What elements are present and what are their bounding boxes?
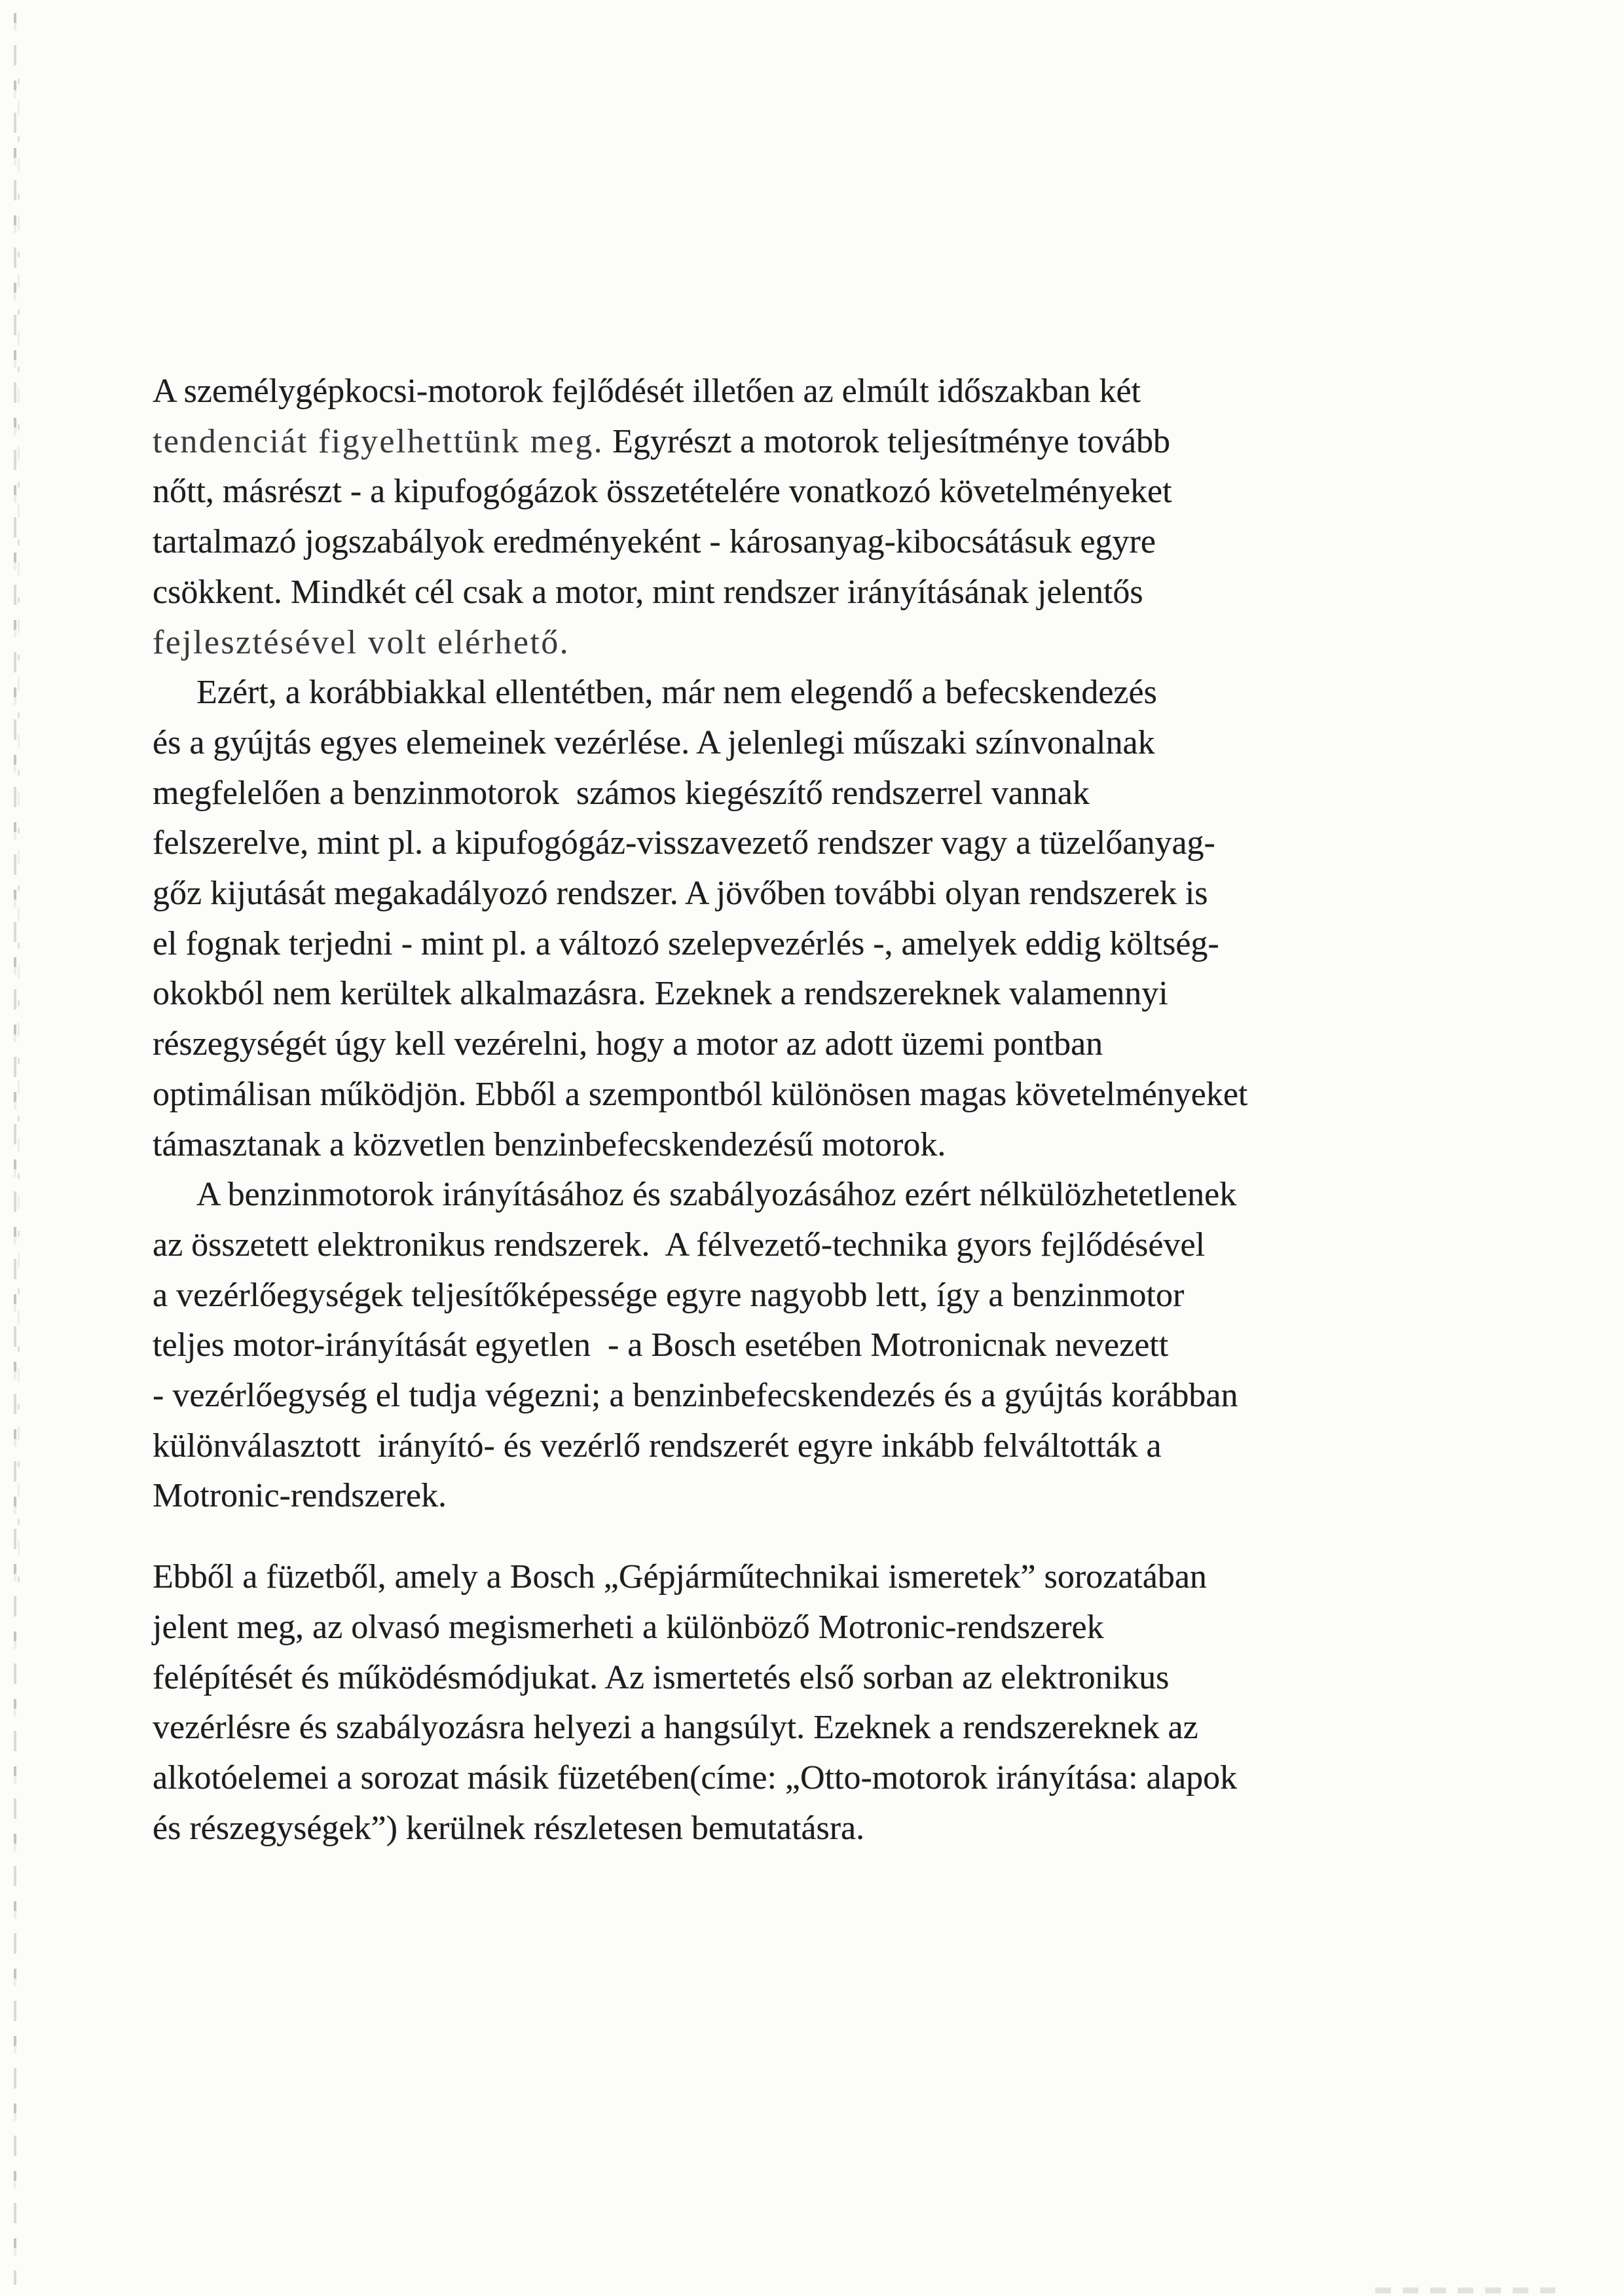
text-line (153, 1603, 1436, 1653)
text-segment: Ebből a füzetből, amely a Bosch „Gépjárműtechnikai ismeretek” sorozatában (153, 1558, 1207, 1596)
paragraph (153, 367, 1436, 668)
text-block (153, 367, 1436, 1853)
text-segment: és részegységek”) kerülnek részletesen bemutatásra. (153, 1809, 865, 1847)
text-segment: el fognak terjedni - mint pl. a változó szelepvezérlés -, amelyek eddig költség- (153, 924, 1219, 962)
text-line (153, 818, 1436, 869)
text-segment: a vezérlőegységek teljesítőképessége egyre nagyobb lett, így a benzinmotor (153, 1276, 1185, 1314)
text-line (153, 1070, 1436, 1120)
text-line (153, 1120, 1436, 1171)
text-segment: részegységét úgy kell vezérelni, hogy a motor az adott üzemi pontban (153, 1025, 1103, 1063)
text-segment: támasztanak a közvetlen benzinbefecskendezésű motorok. (153, 1125, 946, 1163)
text-segment: jelent meg, az olvasó megismerheti a különböző Motronic-rendszerek (153, 1608, 1104, 1646)
scan-artifact-bottom-right (1375, 2287, 1555, 2293)
text-segment: az összetett elektronikus rendszerek. A félvezető-technika gyors fejlődésével (153, 1226, 1206, 1264)
text-segment: vezérlésre és szabályozásra helyezi a hangsúlyt. Ezeknek a rendszereknek az (153, 1709, 1198, 1747)
text-line (153, 869, 1436, 919)
text-segment: megfelelően a benzinmotorok számos kiegészítő rendszerrel vannak (153, 774, 1090, 812)
text-segment: gőz kijutását megakadályozó rendszer. A jövőben további olyan rendszerek is (153, 875, 1208, 913)
text-segment: teljes motor-irányítását egyetlen - a Bosch esetében Motronicnak nevezett (153, 1326, 1169, 1364)
text-line (153, 517, 1436, 568)
text-line (153, 1552, 1436, 1603)
text-line (153, 1753, 1436, 1804)
text-segment: nőtt, másrészt - a kipufogógázok összetételére vonatkozó követelményeket (153, 473, 1172, 511)
text-segment: Egyrészt a motorok teljesítménye tovább (604, 422, 1171, 460)
text-line (153, 1703, 1436, 1753)
text-segment: alkotóelemei a sorozat másik füzetében(címe: „Otto-motorok irányítása: alapok (153, 1758, 1238, 1796)
text-segment: A személygépkocsi-motorok fejlődését illetően az elmúlt időszakban két (153, 373, 1141, 410)
text-line (153, 969, 1436, 1019)
text-line (153, 1019, 1436, 1070)
text-segment: Ezért, a korábbiakkal ellentétben, már nem elegendő a befecskendezés (196, 674, 1157, 712)
text-line (153, 668, 1436, 718)
text-line (153, 568, 1436, 618)
text-segment: felépítését és működésmódjukat. Az ismertetés első sorban az elektronikus (153, 1658, 1170, 1696)
text-line (153, 919, 1436, 970)
text-line (153, 1804, 1436, 1854)
text-line (153, 467, 1436, 517)
paragraph (153, 668, 1436, 1170)
text-line (153, 417, 1436, 467)
text-line (153, 1271, 1436, 1321)
paragraph (153, 1552, 1436, 1853)
text-line (153, 618, 1436, 668)
text-line (153, 769, 1436, 819)
scan-artifact-left-edge (14, 13, 16, 2285)
text-line (153, 1653, 1436, 1704)
text-segment: és a gyújtás egyes elemeinek vezérlése. A jelenlegi műszaki színvonalnak (153, 723, 1155, 761)
text-line (153, 367, 1436, 417)
scan-artifact-left-edge-secondary (18, 79, 20, 1584)
text-line (153, 1371, 1436, 1421)
text-segment: tartalmazó jogszabályok eredményeként - károsanyag-kibocsátásuk egyre (153, 523, 1156, 561)
text-segment: felszerelve, mint pl. a kipufogógáz-visszavezető rendszer vagy a tüzelőanyag- (153, 824, 1215, 862)
text-line (153, 1220, 1436, 1271)
text-line (153, 1321, 1436, 1371)
text-segment: A benzinmotorok irányításához és szabályozásához ezért nélkülözhetetlenek (196, 1176, 1237, 1214)
text-segment: optimálisan működjön. Ebből a szempontból különösen magas követelményeket (153, 1075, 1248, 1113)
text-line (153, 1421, 1436, 1472)
text-segment: - vezérlőegység el tudja végezni; a benzinbefecskendezés és a gyújtás korábban (153, 1377, 1238, 1415)
text-segment: tendenciát figyelhettünk meg. (153, 422, 604, 460)
text-segment: okokból nem kerültek alkalmazásra. Ezeknek a rendszereknek valamennyi (153, 975, 1168, 1013)
text-line (153, 1471, 1436, 1522)
text-segment: Motronic-rendszerek. (153, 1477, 447, 1515)
text-segment: különválasztott irányító- és vezérlő rendszerét egyre inkább felváltották a (153, 1427, 1162, 1465)
text-segment: fejlesztésével volt elérhető. (153, 623, 570, 661)
text-segment: csökkent. Mindkét cél csak a motor, mint rendszer irányításának jelentős (153, 573, 1143, 611)
text-line (153, 718, 1436, 769)
text-line (153, 1170, 1436, 1220)
paragraph (153, 1170, 1436, 1522)
